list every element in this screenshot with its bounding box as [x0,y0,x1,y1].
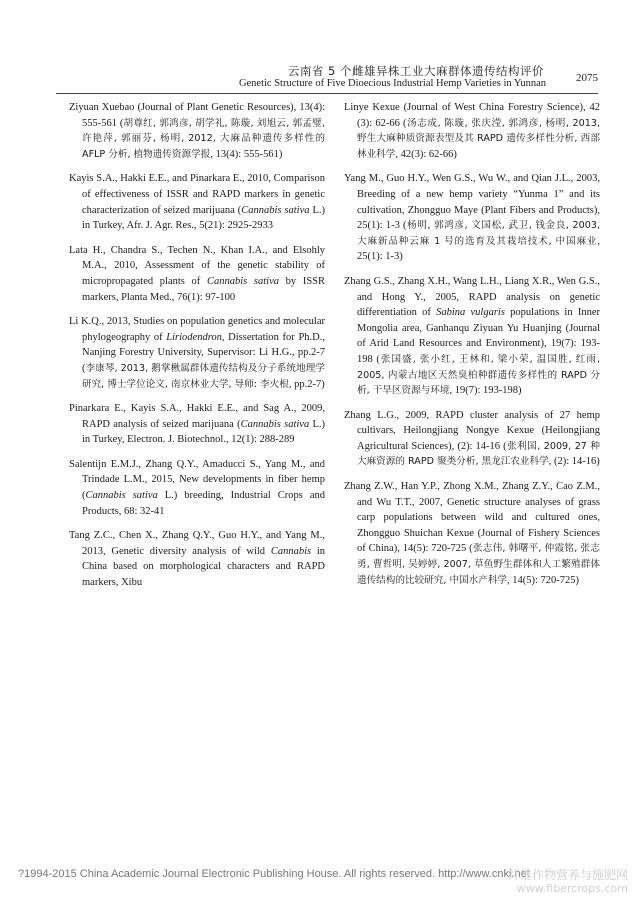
species-name: Cannabis sativa [206,275,279,287]
reference-entry [69,401,325,448]
reference-chinese-text: 张利国, 2009, 27 种大麻资源的 RAPD 聚类分析, 黑龙江农业科学 [357,440,601,468]
watermark-title: 纤维作物营养与施肥网 [507,868,628,882]
reference-entry [344,100,600,162]
species-name: Sabina vulgaris [436,307,505,319]
species-name: Cannabis sativa [241,204,310,216]
page-header [0,0,636,95]
copyright-footer: ?1994-2015 China Academic Journal Electronic Publishing House. All rights reserved. http://www.cnki.net [18,868,530,880]
species-name: Cannabis sativa [240,418,310,430]
reference-chinese-text: 张国盛, 张小红, 王林和, 梁小荣, 温国胜, 红雨, 2005, 内蒙古地区天然臭柏种群遗传多样性的 RAPD 分析, 干旱区资源与环境 [357,353,601,397]
species-name: Cannabis sativa [85,490,158,502]
reference-text: Li K.Q., 2013, Studies on population genetics and molecular phylogeography of [69,316,325,343]
reference-text: L.) in Turkey, Afr. J. Agr. Res., 5(21): 2925-2933 [82,204,325,232]
reference-text: L.) breeding, Industrial Crops and Products, 68: 32-41 [82,490,326,517]
reference-chinese-text: 杨明, 郭鸿彦, 文国松, 武卫, 钱金良, 2003, 大麻新品种云麻 1 号的选育及其栽培技术, 中国麻业 [357,220,600,247]
reference-chinese-text: 张志伟, 韩曙平, 仲霞铭, 张志勇, 曹哲明, 吴婷婷, 2007, 草鱼野生群体和人工繁殖群体遗传结构的比较研究, 中国水产科学 [357,543,600,586]
reference-entry [69,100,325,162]
reference-text: , 13(4): 555-561) [210,148,283,160]
reference-entry [69,314,325,392]
reference-chinese-text: 胡尊红, 郭鸿彦, 胡学礼, 陈璇, 刘旭云, 郭孟璧, 许艳萍, 郭丽芬, 杨明, 2012, 大麻品种遗传多样性的 AFLP 分析, 植物遗传资源学报 [82,117,325,160]
reference-text: , (2): 14-16) [548,456,600,468]
running-title-english: Genetic Structure of Five Dioecious Industrial Hemp Varieties in Yunnan [238,78,546,89]
reference-entry [69,171,325,233]
reference-text: Linye Kexue (Journal of West China Forestry Science), 42 (3): 62-66 ( [344,102,600,129]
reference-entry [344,479,600,588]
header-divider [56,93,598,94]
reference-entry [344,408,600,470]
species-name: Liriodendron [166,331,222,343]
reference-entry [69,457,325,519]
reference-text: Kayis S.A., Hakki E.E., and Pinarkara E., 2010, Comparison of effectiveness of ISSR and RAPD markers in genetic characterization of seized marijuana ( [69,173,325,216]
reference-text: L.) in Turkey, Electron. J. Biotechnol., 12(1): 288-289 [82,418,325,446]
species-name: Cannabis [270,545,312,557]
page-number: 2075 [576,72,598,84]
reference-text: Pinarkara E., Kayis S.A., Hakki E.E., and Sag A., 2009, RAPD analysis of seized marijuana ( [69,403,325,430]
reference-text: , 42(3): 62-66) [395,148,457,160]
reference-text: Zhang Z.W., Han Y.P., Zhong X.M., Zhang Z.Y., Cao Z.M., and Wu T.T., 2007, Genetic structure analyses of grass carp populations between wild and cultured ones, Zhongguo Shuichan Kexue (Journal of Fishery Sciences of China), 14(5): 720-725 ( [344,481,600,555]
reference-text: Ziyuan Xuebao (Journal of Plant Genetic Resources), 13(4): 555-561 ( [69,102,325,129]
reference-text: , Dissertation for Ph.D., Nanjing Forestry University, Supervisor: Li H.G., pp.2-7 ( [82,331,325,374]
reference-text: Zhang L.G., 2009, RAPD cluster analysis of 27 hemp cultivars, Heilongjiang Nongye Kexue (Heilongjiang Agricultural Sciences), (2): 14-16 ( [344,409,600,452]
reference-chinese-text: 李康琴, 2013, 鹅掌楸属群体遗传结构及分子系统地理学研究, 博士学位论文, 南京林业大学, 导师: 李火根 [82,362,325,390]
reference-text: , 25(1): 1-3) [357,235,600,263]
reference-text: in China based on morphological characters and RAPD markers, Xibu [82,545,326,589]
running-title-chinese: 云南省 5 个雌雄异株工业大麻群体遗传结构评价 [287,64,544,78]
reference-text: , 19(7): 193-198) [449,385,522,397]
reference-text: Zhang G.S., Zhang X.H., Wang L.H., Liang X.R., Wen G.S., and Hong Y., 2005, RAPD analysis on genetic differentiation of [344,275,600,319]
reference-entry [69,243,325,305]
references-right-column [344,100,600,597]
reference-text: , pp.2-7) [288,378,325,390]
reference-text: , 14(5): 720-725) [507,574,580,586]
reference-text: Salentijn E.M.J., Zhang Q.Y., Amaducci S., Yang M., and Trindade L.M., 2015, New developments in fiber hemp ( [69,458,325,502]
reference-text: by ISSR markers, Planta Med., 76(1): 97-100 [82,275,325,303]
reference-text: Lata H., Chandra S., Techen N., Khan I.A., and Elsohly M.A., 2010, Assessment of the genetic stability of micropropagated plants of [69,244,325,287]
watermark-url: www.fibercrops.com [516,882,628,895]
references-left-column [69,100,325,600]
reference-text: populations in Inner Mongolia area, Ganhanqu Ziyuan Yu Huanjing (Journal of Arid Land Resources and Environment), 19(7): 193-198 ( [357,307,600,365]
reference-entry [344,274,600,399]
site-watermark [478,868,628,898]
reference-entry [344,171,600,265]
reference-chinese-text: 汤志成, 陈璇, 张庆滢, 郭鸿彦, 杨明, 2013, 野生大麻种质资源表型及其 RAPD 遗传多样性分析, 西部林业科学 [357,117,600,160]
reference-entry [69,528,325,590]
reference-text: Tang Z.C., Chen X., Zhang Q.Y., Guo H.Y., and Yang M., 2013, Genetic diversity analysis of wild [69,530,325,557]
reference-text: Yang M., Guo H.Y., Wen G.S., Wu W., and Qian J.L., 2003, Breeding of a new hemp variety “Yunma 1” and its cultivation, Zhongguo Maye (Plant Fibers and Products), 25(1): 1-3 ( [344,173,600,232]
